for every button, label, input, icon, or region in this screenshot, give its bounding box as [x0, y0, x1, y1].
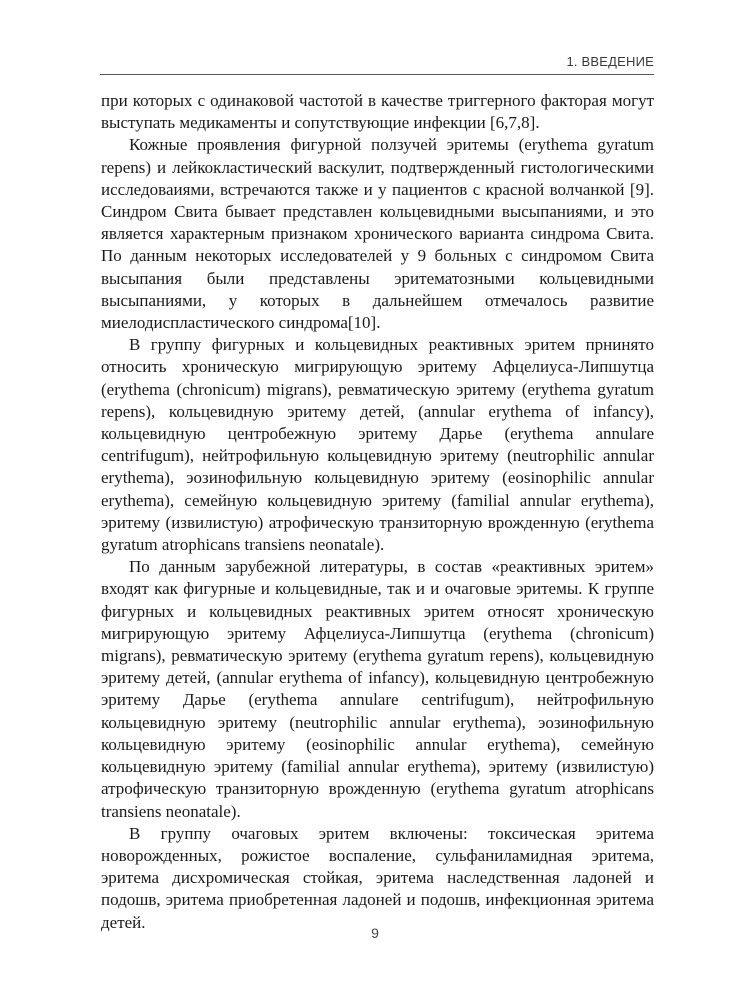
running-header	[100, 52, 654, 74]
paragraph: Кожные проявления фигурной ползучей эритемы (erythema gyratum repens) и лейкокластический васкулит, подтвержденный гистологическими исследоваиями, встречаются также и у пациентов с красной волчанкой [9]. Синдром Свита бывает представлен кольцевидными высыпаниями, и это является характерным признаком хронического варианта синдрома Свита. По данным некоторых исследователей у 9 больных с синдромом Свита высыпания были представлены эритематозными кольцевидными высыпаниями, у которых в дальнейшем отмечалось развитие миелодиспластического синдрома[10].	[101, 135, 654, 333]
paragraph: По данным зарубежной литературы, в состав «реактивных эритем» входят как фигурные и кольцевидные, так и и очаговые эритемы. К группе фигурных и кольцевидных реактивных эритем относят хроническую мигрирующую эритему Афцелиуса-Липшутца (erythema (chronicum) migrans), ревматическую эритему (erythema gyratum repens), кольцевидную эритему детей, (annular erythema of infancy), кольцевидную центробежную эритему Дарье (erythema annulare centrifugum), нейтрофильную кольцевидную эритему (neutrophilic annular erythema), эозинофильную кольцевидную эритему (eosinophilic annular erythema), семейную кольцевидную эритему (familial annular erythema), эритему (извилистую) атрофическую транзиторную врожденную (erythema gyratum atrophicans transiens neonatale).	[101, 557, 654, 821]
section-title: 1. ВВЕДЕНИЕ	[566, 54, 654, 69]
body-text	[101, 90, 654, 934]
page-number: 9	[371, 925, 379, 941]
paragraph-continued: при которых с одинаковой частотой в качестве триггерного факторая могут выступать медикаменты и сопутствующие инфекции [6,7,8].	[101, 91, 654, 133]
header-rule	[100, 74, 654, 75]
paragraph: В группу фигурных и кольцевидных реактивных эритем прнинято относить хроническую мигрирующую эритему Афцелиуса-Липшутца (erythema (chronicum) migrans), ревматическую эритему (erythema gyratum repens), кольцевидную эритему детей, (annular erythema of infancy), кольцевидную центробежную эритему Дарье (erythema annulare centrifugum), нейтрофильную кольцевидную эритему (neutrophilic annular erythema), эозинофильную кольцевидную эритему (eosinophilic annular erythema), семейную кольцевидную эритему (familial annular erythema), эритему (извилистую) атрофическую транзиторную врожденную (erythema gyratum atrophicans transiens neonatale).	[101, 335, 654, 555]
paragraph: В группу очаговых эритем включены: токсическая эритема новорожденных, рожистое воспаление, сульфаниламидная эритема, эритема дисхромическая стойкая, эритема наследственная ладоней и подошв, эритема приобретенная ладоней и подошв, инфекционная эритема детей.	[101, 823, 654, 932]
